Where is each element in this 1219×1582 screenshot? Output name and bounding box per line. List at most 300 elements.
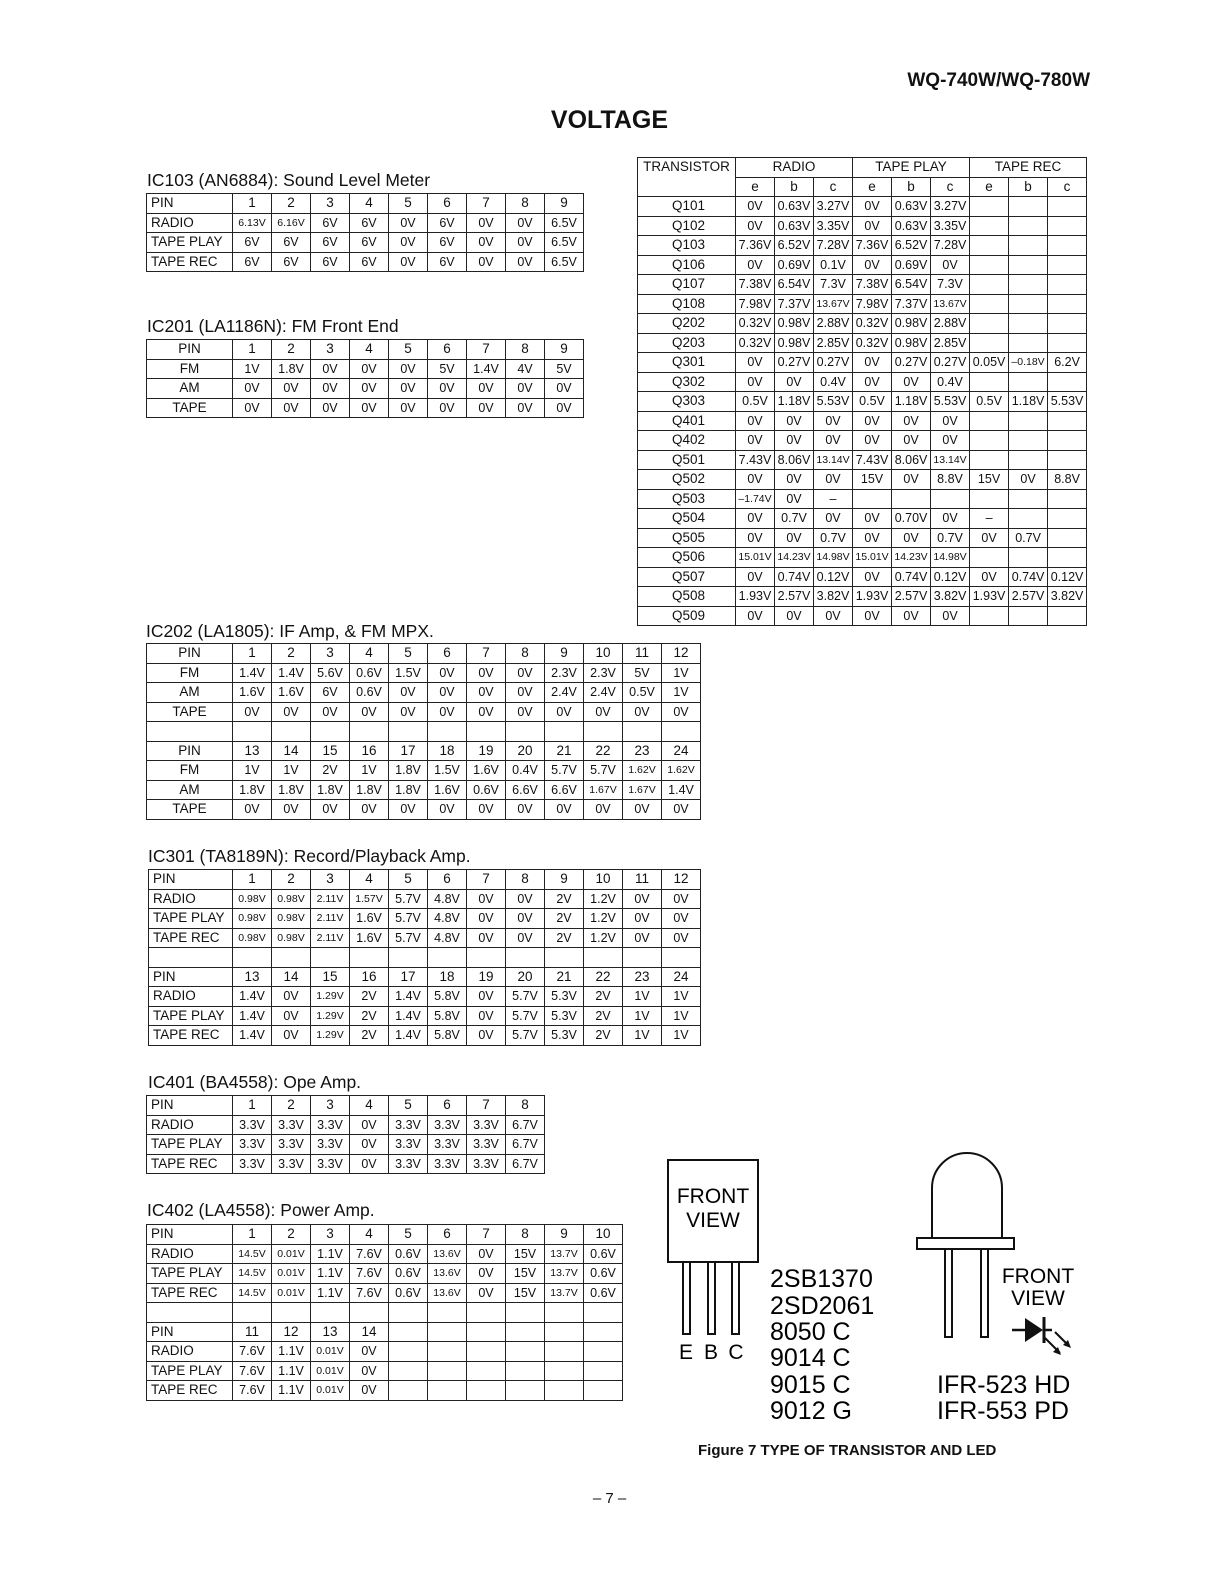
voltage-cell: 1.6V: [467, 761, 506, 781]
table-row: [638, 567, 1087, 587]
voltage-cell: [389, 1361, 428, 1381]
voltage-cell: 1.4V: [389, 1006, 428, 1026]
voltage-cell: 0V: [662, 909, 701, 929]
voltage-cell: 7.43V: [853, 450, 892, 470]
table-row: [147, 1225, 623, 1245]
voltage-cell: [1048, 411, 1087, 431]
voltage-cell: 7: [467, 1096, 506, 1116]
voltage-cell: 0.4V: [814, 372, 853, 392]
voltage-cell: 2.88V: [931, 314, 970, 334]
voltage-cell: 5.7V: [506, 1006, 545, 1026]
voltage-cell: 1.1V: [311, 1264, 350, 1284]
voltage-cell: 14: [272, 967, 311, 987]
header-sub: c: [1048, 177, 1087, 197]
voltage-cell: [662, 948, 701, 968]
voltage-cell: 8.06V: [775, 450, 814, 470]
voltage-cell: 0.74V: [775, 567, 814, 587]
voltage-cell: 7.37V: [892, 294, 931, 314]
row-label: PIN: [147, 1322, 233, 1342]
voltage-cell: 8: [506, 1225, 545, 1245]
table-row: [147, 683, 701, 703]
voltage-cell: 1V: [233, 761, 272, 781]
pin-label-e: E: [678, 1341, 694, 1364]
voltage-cell: [506, 1303, 545, 1323]
voltage-cell: 0V: [350, 800, 389, 820]
voltage-cell: [233, 948, 272, 968]
voltage-cell: 3.3V: [467, 1135, 506, 1155]
voltage-cell: 0V: [467, 909, 506, 929]
voltage-cell: 1.6V: [428, 780, 467, 800]
voltage-cell: [623, 948, 662, 968]
voltage-cell: [389, 722, 428, 742]
page-title: VOLTAGE: [550, 106, 669, 134]
voltage-cell: 8.8V: [931, 470, 970, 490]
voltage-cell: 0V: [623, 909, 662, 929]
voltage-cell: 1.5V: [389, 663, 428, 683]
voltage-cell: 13.6V: [428, 1283, 467, 1303]
transistor-id: Q503: [638, 489, 736, 509]
voltage-cell: 11: [623, 870, 662, 890]
voltage-cell: 5.8V: [428, 987, 467, 1007]
voltage-cell: 7.37V: [775, 294, 814, 314]
row-label: TAPE PLAY: [147, 233, 233, 253]
voltage-cell: 4: [350, 340, 389, 360]
pin-label-b: B: [703, 1341, 719, 1364]
voltage-cell: 5: [389, 340, 428, 360]
voltage-cell: 0V: [389, 359, 428, 379]
voltage-cell: 6V: [233, 233, 272, 253]
table-row: [638, 587, 1087, 607]
voltage-cell: [970, 411, 1009, 431]
voltage-cell: [970, 236, 1009, 256]
voltage-cell: 1.62V: [623, 761, 662, 781]
voltage-cell: 0V: [389, 800, 428, 820]
voltage-cell: [584, 1342, 623, 1362]
voltage-cell: 13.7V: [545, 1283, 584, 1303]
voltage-cell: 7.43V: [736, 450, 775, 470]
ic301-caption: IC301 (TA8189N): Record/Playback Amp.: [148, 846, 471, 866]
voltage-cell: 0.98V: [272, 928, 311, 948]
row-label: TAPE PLAY: [149, 1006, 233, 1026]
voltage-cell: 14: [350, 1322, 389, 1342]
header-group: RADIO: [736, 158, 853, 178]
voltage-cell: 0V: [467, 379, 506, 399]
table-row: [638, 411, 1087, 431]
voltage-cell: 0V: [775, 431, 814, 451]
voltage-cell: [970, 197, 1009, 217]
voltage-cell: 6.54V: [892, 275, 931, 295]
voltage-cell: 0.63V: [775, 197, 814, 217]
voltage-cell: [428, 1303, 467, 1323]
voltage-cell: 5.53V: [1048, 392, 1087, 412]
voltage-cell: 0.98V: [272, 889, 311, 909]
voltage-cell: 0.5V: [736, 392, 775, 412]
row-label: PIN: [147, 1096, 233, 1116]
voltage-cell: 5.7V: [506, 1026, 545, 1046]
transistor-id: Q506: [638, 548, 736, 568]
voltage-cell: 0V: [467, 1264, 506, 1284]
row-label: PIN: [147, 741, 233, 761]
voltage-cell: 0.32V: [736, 314, 775, 334]
voltage-cell: 0.7V: [775, 509, 814, 529]
voltage-cell: 0.4V: [931, 372, 970, 392]
voltage-cell: 7.3V: [814, 275, 853, 295]
voltage-cell: 0V: [931, 606, 970, 626]
voltage-cell: 0.27V: [931, 353, 970, 373]
row-label: TAPE PLAY: [147, 1361, 233, 1381]
row-label: TAPE: [147, 702, 233, 722]
voltage-cell: 1.18V: [892, 392, 931, 412]
voltage-cell: 0.98V: [233, 909, 272, 929]
voltage-cell: 0V: [467, 1244, 506, 1264]
voltage-cell: 0V: [467, 683, 506, 703]
voltage-cell: 11: [623, 644, 662, 664]
table-row: [147, 741, 701, 761]
voltage-cell: 1V: [623, 987, 662, 1007]
voltage-cell: 2V: [350, 987, 389, 1007]
voltage-cell: 0.01V: [311, 1361, 350, 1381]
voltage-cell: [1048, 431, 1087, 451]
voltage-cell: 0V: [584, 702, 623, 722]
voltage-cell: [467, 1322, 506, 1342]
voltage-cell: [467, 948, 506, 968]
voltage-cell: 0V: [736, 606, 775, 626]
voltage-cell: 0V: [736, 431, 775, 451]
voltage-cell: 7: [467, 340, 506, 360]
voltage-cell: 2.57V: [1009, 587, 1048, 607]
voltage-cell: [506, 1381, 545, 1401]
voltage-cell: [350, 722, 389, 742]
voltage-cell: [506, 948, 545, 968]
voltage-cell: 6: [428, 194, 467, 214]
voltage-cell: 0V: [506, 252, 545, 272]
voltage-cell: [1009, 411, 1048, 431]
voltage-cell: 0V: [350, 1154, 389, 1174]
voltage-cell: 0V: [506, 683, 545, 703]
voltage-cell: 3.3V: [233, 1135, 272, 1155]
transistor-id: Q501: [638, 450, 736, 470]
voltage-cell: 0V: [311, 398, 350, 418]
voltage-cell: 0.5V: [853, 392, 892, 412]
voltage-cell: 0.6V: [584, 1283, 623, 1303]
voltage-cell: 0V: [931, 509, 970, 529]
voltage-cell: [350, 1303, 389, 1323]
voltage-cell: [1009, 294, 1048, 314]
voltage-cell: [1048, 528, 1087, 548]
voltage-cell: 0V: [428, 379, 467, 399]
voltage-cell: [1009, 236, 1048, 256]
header-sub: b: [775, 177, 814, 197]
table-row: [147, 1096, 545, 1116]
voltage-cell: 3.3V: [233, 1115, 272, 1135]
voltage-cell: 0V: [467, 663, 506, 683]
voltage-cell: [1009, 450, 1048, 470]
voltage-cell: [584, 948, 623, 968]
voltage-cell: 3: [311, 1096, 350, 1116]
voltage-cell: 0V: [467, 213, 506, 233]
voltage-cell: [1048, 372, 1087, 392]
page-number: – 7 –: [592, 1490, 627, 1507]
voltage-cell: [662, 722, 701, 742]
voltage-cell: 0V: [736, 255, 775, 275]
table-row: [149, 1006, 701, 1026]
transistor-id: Q402: [638, 431, 736, 451]
voltage-cell: 7.3V: [931, 275, 970, 295]
transistor-type: 2SB1370: [770, 1265, 873, 1293]
voltage-cell: –: [814, 489, 853, 509]
row-label: TAPE: [147, 800, 233, 820]
voltage-cell: [1048, 489, 1087, 509]
voltage-cell: 1.4V: [389, 1026, 428, 1046]
voltage-cell: 0V: [853, 372, 892, 392]
voltage-cell: 2V: [584, 1006, 623, 1026]
voltage-cell: 18: [428, 741, 467, 761]
table-row: [149, 889, 701, 909]
voltage-cell: [428, 1361, 467, 1381]
voltage-cell: [389, 948, 428, 968]
voltage-cell: 3.3V: [389, 1135, 428, 1155]
voltage-cell: [584, 1303, 623, 1323]
voltage-cell: 2.3V: [545, 663, 584, 683]
voltage-cell: 1V: [233, 359, 272, 379]
voltage-cell: 0.63V: [775, 216, 814, 236]
table-row: [149, 870, 701, 890]
voltage-cell: 1.67V: [584, 780, 623, 800]
voltage-cell: 1.6V: [272, 683, 311, 703]
ic202-caption: IC202 (LA1805): IF Amp, & FM MPX.: [146, 621, 434, 641]
voltage-cell: [1009, 255, 1048, 275]
header-sub: c: [814, 177, 853, 197]
voltage-cell: 1.93V: [736, 587, 775, 607]
voltage-cell: 0V: [467, 800, 506, 820]
voltage-cell: 6.52V: [775, 236, 814, 256]
ic301-table: [148, 869, 701, 1046]
voltage-cell: [1048, 216, 1087, 236]
voltage-cell: 0V: [814, 509, 853, 529]
ic103-caption: IC103 (AN6884): Sound Level Meter: [147, 170, 431, 190]
row-label: RADIO: [149, 987, 233, 1007]
row-label: TAPE REC: [147, 1283, 233, 1303]
voltage-cell: 0V: [662, 928, 701, 948]
voltage-cell: 4: [350, 1096, 389, 1116]
voltage-cell: [970, 314, 1009, 334]
voltage-cell: 6.5V: [545, 213, 584, 233]
voltage-cell: 4: [350, 870, 389, 890]
voltage-cell: 0V: [736, 470, 775, 490]
transistor-id: Q504: [638, 509, 736, 529]
table-row: [147, 722, 701, 742]
table-row: [638, 333, 1087, 353]
row-label: RADIO: [147, 1342, 233, 1362]
voltage-cell: 8: [506, 644, 545, 664]
voltage-cell: 1.2V: [584, 928, 623, 948]
voltage-cell: [467, 1381, 506, 1401]
header-sub: c: [931, 177, 970, 197]
voltage-cell: 3.3V: [272, 1154, 311, 1174]
voltage-cell: 0V: [311, 379, 350, 399]
header-sub: b: [892, 177, 931, 197]
voltage-cell: [428, 1322, 467, 1342]
voltage-cell: 0V: [736, 372, 775, 392]
voltage-cell: [1048, 294, 1087, 314]
voltage-cell: 1.8V: [272, 359, 311, 379]
voltage-cell: 6V: [428, 233, 467, 253]
voltage-cell: [272, 1303, 311, 1323]
transistor-id: Q106: [638, 255, 736, 275]
voltage-cell: 0V: [233, 379, 272, 399]
voltage-cell: [970, 255, 1009, 275]
voltage-cell: 13.7V: [545, 1244, 584, 1264]
voltage-cell: 0.63V: [892, 197, 931, 217]
voltage-cell: 1.8V: [350, 780, 389, 800]
voltage-cell: 13.6V: [428, 1244, 467, 1264]
voltage-cell: 0V: [775, 528, 814, 548]
voltage-cell: 15V: [853, 470, 892, 490]
row-label: [147, 722, 233, 742]
voltage-cell: 0V: [350, 1135, 389, 1155]
voltage-cell: 0V: [506, 398, 545, 418]
transistor-id: Q202: [638, 314, 736, 334]
voltage-cell: 23: [623, 967, 662, 987]
table-header-row: [638, 158, 1087, 178]
voltage-cell: 24: [662, 741, 701, 761]
voltage-cell: 2: [272, 644, 311, 664]
pin-label-c: C: [728, 1341, 744, 1364]
transistor-id: Q401: [638, 411, 736, 431]
voltage-cell: 0V: [428, 800, 467, 820]
voltage-cell: 0V: [814, 470, 853, 490]
voltage-cell: 4: [350, 644, 389, 664]
voltage-cell: 10: [584, 1225, 623, 1245]
voltage-cell: 0.6V: [584, 1244, 623, 1264]
voltage-cell: 1.4V: [233, 1006, 272, 1026]
voltage-cell: [1048, 606, 1087, 626]
voltage-cell: 0V: [311, 359, 350, 379]
voltage-cell: [272, 948, 311, 968]
transistor-id: Q301: [638, 353, 736, 373]
table-row: [147, 359, 584, 379]
row-label: PIN: [147, 340, 233, 360]
voltage-cell: 0V: [311, 800, 350, 820]
voltage-cell: 0V: [853, 606, 892, 626]
voltage-cell: 3.3V: [311, 1154, 350, 1174]
voltage-cell: 3.3V: [428, 1115, 467, 1135]
voltage-cell: 6.6V: [545, 780, 584, 800]
voltage-cell: [467, 1342, 506, 1362]
voltage-cell: 6.16V: [272, 213, 311, 233]
voltage-cell: [1009, 431, 1048, 451]
table-row: [147, 379, 584, 399]
row-label: TAPE PLAY: [147, 1264, 233, 1284]
voltage-cell: 0V: [892, 606, 931, 626]
model-header: WQ-740W/WQ-780W: [907, 70, 1090, 91]
table-row: [147, 1135, 545, 1155]
voltage-cell: [545, 722, 584, 742]
voltage-cell: 3.3V: [311, 1115, 350, 1135]
table-row: [638, 216, 1087, 236]
voltage-cell: [1009, 275, 1048, 295]
voltage-cell: 3: [311, 1225, 350, 1245]
table-row: [147, 1244, 623, 1264]
voltage-cell: 0V: [272, 702, 311, 722]
voltage-cell: 6V: [233, 252, 272, 272]
voltage-cell: 0.98V: [775, 314, 814, 334]
voltage-cell: 2.4V: [545, 683, 584, 703]
voltage-cell: 13.14V: [931, 450, 970, 470]
voltage-cell: 0V: [775, 372, 814, 392]
figure-caption: Figure 7 TYPE OF TRANSISTOR AND LED: [698, 1442, 997, 1459]
voltage-cell: [545, 1381, 584, 1401]
voltage-cell: 0V: [389, 213, 428, 233]
voltage-cell: [1009, 197, 1048, 217]
voltage-cell: 3.3V: [311, 1135, 350, 1155]
voltage-cell: 0V: [350, 1115, 389, 1135]
voltage-cell: 2V: [545, 928, 584, 948]
table-row: [147, 1342, 623, 1362]
voltage-cell: 0V: [775, 489, 814, 509]
table-row: [638, 294, 1087, 314]
voltage-cell: 1.93V: [970, 587, 1009, 607]
voltage-cell: [545, 1322, 584, 1342]
led-type: IFR-553 PD: [937, 1397, 1069, 1425]
voltage-cell: 0V: [545, 398, 584, 418]
voltage-cell: 1.5V: [428, 761, 467, 781]
led-package-icon: [917, 1153, 1014, 1337]
voltage-cell: 9: [545, 870, 584, 890]
voltage-cell: 0V: [272, 1026, 311, 1046]
voltage-cell: 3.3V: [428, 1135, 467, 1155]
voltage-cell: 1.18V: [775, 392, 814, 412]
voltage-cell: 0V: [853, 528, 892, 548]
voltage-cell: –: [970, 509, 1009, 529]
table-row: [147, 1264, 623, 1284]
voltage-cell: 0V: [350, 379, 389, 399]
voltage-cell: 0.98V: [272, 909, 311, 929]
voltage-cell: [1009, 489, 1048, 509]
voltage-cell: [1048, 236, 1087, 256]
transistor-id: Q507: [638, 567, 736, 587]
voltage-cell: 18: [428, 967, 467, 987]
transistor-id: Q103: [638, 236, 736, 256]
voltage-cell: 16: [350, 741, 389, 761]
voltage-cell: 16: [350, 967, 389, 987]
voltage-cell: 1.2V: [584, 889, 623, 909]
voltage-cell: 0V: [1009, 470, 1048, 490]
voltage-cell: 1.8V: [233, 780, 272, 800]
voltage-cell: [506, 1361, 545, 1381]
table-row: [147, 663, 701, 683]
transistor-id: Q502: [638, 470, 736, 490]
voltage-cell: 0.12V: [1048, 567, 1087, 587]
voltage-cell: 1: [233, 1225, 272, 1245]
voltage-cell: [1009, 548, 1048, 568]
voltage-cell: 3.3V: [389, 1154, 428, 1174]
table-row: [147, 252, 584, 272]
voltage-cell: 0.32V: [853, 314, 892, 334]
table-row: [147, 340, 584, 360]
voltage-cell: 0V: [233, 800, 272, 820]
voltage-cell: 6V: [428, 213, 467, 233]
row-label: RADIO: [147, 1244, 233, 1264]
voltage-cell: 13: [233, 967, 272, 987]
voltage-cell: 0.27V: [814, 353, 853, 373]
row-label: FM: [147, 663, 233, 683]
voltage-cell: 12: [662, 644, 701, 664]
transistor-id: Q203: [638, 333, 736, 353]
voltage-cell: 0.6V: [467, 780, 506, 800]
voltage-cell: 7: [467, 1225, 506, 1245]
voltage-cell: 6.7V: [506, 1135, 545, 1155]
